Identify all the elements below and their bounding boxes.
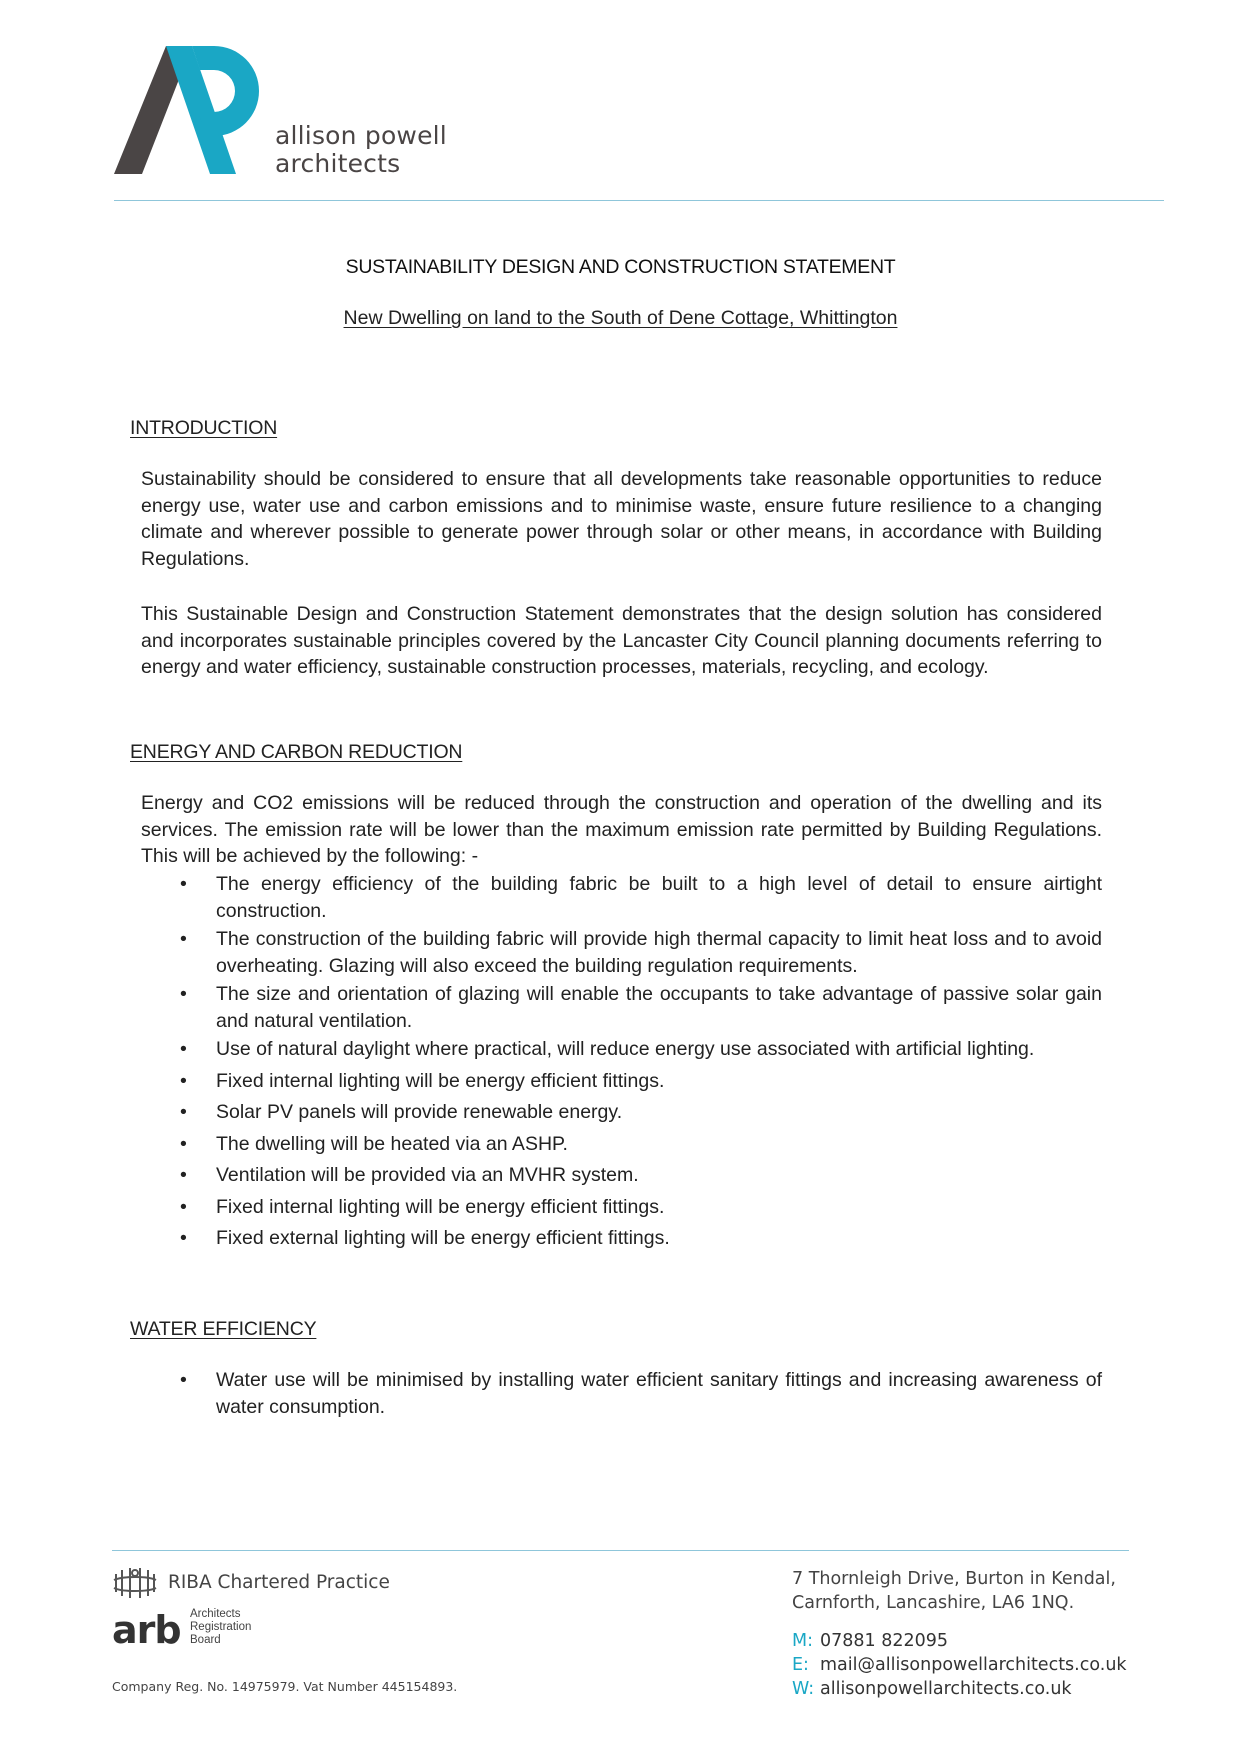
- list-item-text: The energy efficiency of the building fabric be built to a high level of detail to ensure airtight construction.: [216, 873, 1102, 922]
- list-item-text: Fixed internal lighting will be energy efficient fittings.: [216, 1069, 665, 1092]
- arb-logo-word: arb: [112, 1608, 181, 1652]
- list-item: [141, 1099, 1102, 1126]
- arb-subtitle: [190, 1608, 251, 1647]
- list-item-text: The size and orientation of glazing will enable the occupants to take advantage of passive solar gain and natural ventilation.: [216, 983, 1102, 1032]
- brand-line-2: architects: [275, 149, 401, 178]
- phone-label: M:: [792, 1631, 813, 1651]
- postal-address: [792, 1567, 1116, 1615]
- bullet-icon: •: [180, 873, 187, 895]
- bullet-icon: •: [180, 1069, 187, 1092]
- list-item: [141, 981, 1102, 1034]
- website-link[interactable]: allisonpowellarchitects.co.uk: [820, 1679, 1072, 1699]
- bullet-icon: •: [180, 1038, 187, 1060]
- list-item: [141, 1068, 1102, 1095]
- list-item-text: Water use will be minimised by installing water efficient sanitary fittings and increasing awareness of water consumption.: [216, 1369, 1102, 1418]
- bullet-icon: •: [180, 1227, 187, 1249]
- brand-line-1: allison powell: [275, 121, 447, 150]
- document-title: SUSTAINABILITY DESIGN AND CONSTRUCTION STATEMENT: [345, 256, 896, 278]
- list-item: [141, 871, 1102, 924]
- bullet-icon: •: [180, 983, 187, 1005]
- list-item-text: Solar PV panels will provide renewable energy.: [216, 1101, 623, 1123]
- list-item: [141, 1036, 1102, 1063]
- contact-website[interactable]: [792, 1677, 1127, 1701]
- bullet-icon: •: [180, 1369, 187, 1391]
- subtitle-text: New Dwelling on land to the South of Dene Cottage, Whittington: [343, 307, 898, 329]
- bullet-icon: •: [180, 1195, 187, 1218]
- introduction-paragraph-1: Sustainability should be considered to ensure that all developments take reasonable opportunities to reduce energy use, water use and carbon emissions and to minimise waste, ensure future resilience to a changing climate and wherever possible to generate power through solar or other means, in accordance with Building Regulations.: [141, 468, 1102, 570]
- contact-details: [792, 1629, 1127, 1701]
- address-line-1: 7 Thornleigh Drive, Burton in Kendal,: [792, 1569, 1116, 1589]
- footer-divider: [112, 1550, 1129, 1551]
- list-item: [141, 1162, 1102, 1189]
- arb-sub-line: Architects: [190, 1608, 241, 1620]
- list-item: [141, 1367, 1102, 1420]
- list-item-text: Fixed internal lighting will be energy efficient fittings.: [216, 1195, 665, 1218]
- header-divider: [114, 200, 1164, 201]
- bullet-icon: •: [180, 1164, 187, 1186]
- list-item-text: Ventilation will be provided via an MVHR system.: [216, 1164, 639, 1186]
- email-link[interactable]: mail@allisonpowellarchitects.co.uk: [820, 1655, 1127, 1675]
- web-label: W:: [792, 1679, 815, 1699]
- bullet-icon: •: [180, 1101, 187, 1123]
- ap-monogram-icon: [114, 46, 274, 181]
- arb-sub-line: Registration: [190, 1621, 252, 1633]
- list-item-text: The construction of the building fabric will provide high thermal capacity to limit heat loss and to avoid overheating. Glazing will also exceed the building regulation requirements.: [216, 928, 1102, 977]
- email-label: E:: [792, 1655, 809, 1675]
- brand-name: [275, 122, 447, 178]
- list-item: [141, 926, 1102, 979]
- energy-intro-paragraph: Energy and CO2 emissions will be reduced through the construction and operation of the dwelling and its services. The emission rate will be lower than the maximum emission rate permitted by Building Regulations. This will be achieved by the following: -: [141, 792, 1102, 867]
- address-line-2: Carnforth, Lancashire, LA6 1NQ.: [792, 1593, 1075, 1613]
- section-heading-introduction: INTRODUCTION: [130, 417, 278, 439]
- company-logo: [114, 46, 454, 181]
- list-item: [141, 1131, 1102, 1158]
- section-heading-water: WATER EFFICIENCY: [130, 1318, 317, 1340]
- riba-badge: [112, 1566, 412, 1602]
- contact-email[interactable]: [792, 1653, 1127, 1677]
- riba-label: RIBA Chartered Practice: [168, 1572, 390, 1593]
- list-item: [141, 1225, 1102, 1252]
- bullet-icon: •: [180, 928, 187, 950]
- water-bullet-list: [141, 1367, 1102, 1420]
- arb-badge: [112, 1606, 272, 1654]
- contact-phone[interactable]: [792, 1629, 1127, 1653]
- arb-sub-line: Board: [190, 1634, 221, 1646]
- list-item-text: Fixed external lighting will be energy efficient fittings.: [216, 1227, 670, 1249]
- energy-bullet-list: [141, 871, 1102, 1252]
- section-heading-energy: ENERGY AND CARBON REDUCTION: [130, 741, 463, 763]
- company-registration: Company Reg. No. 14975979. Vat Number 445154893.: [112, 1679, 458, 1694]
- list-item: [141, 1194, 1102, 1221]
- list-item-text: The dwelling will be heated via an ASHP.: [216, 1132, 568, 1155]
- phone-value[interactable]: 07881 822095: [820, 1631, 949, 1651]
- riba-crest-icon: [112, 1566, 158, 1600]
- bullet-icon: •: [180, 1132, 187, 1155]
- list-item-text: Use of natural daylight where practical, will reduce energy use associated with artificial lighting.: [216, 1038, 1035, 1060]
- introduction-paragraph-2: This Sustainable Design and Construction Statement demonstrates that the design solution has considered and incorporates sustainable principles covered by the Lancaster City Council planning documents referring to energy and water efficiency, sustainable construction processes, materials, recycling, and ecology.: [141, 603, 1102, 678]
- document-subtitle: [0, 307, 1241, 330]
